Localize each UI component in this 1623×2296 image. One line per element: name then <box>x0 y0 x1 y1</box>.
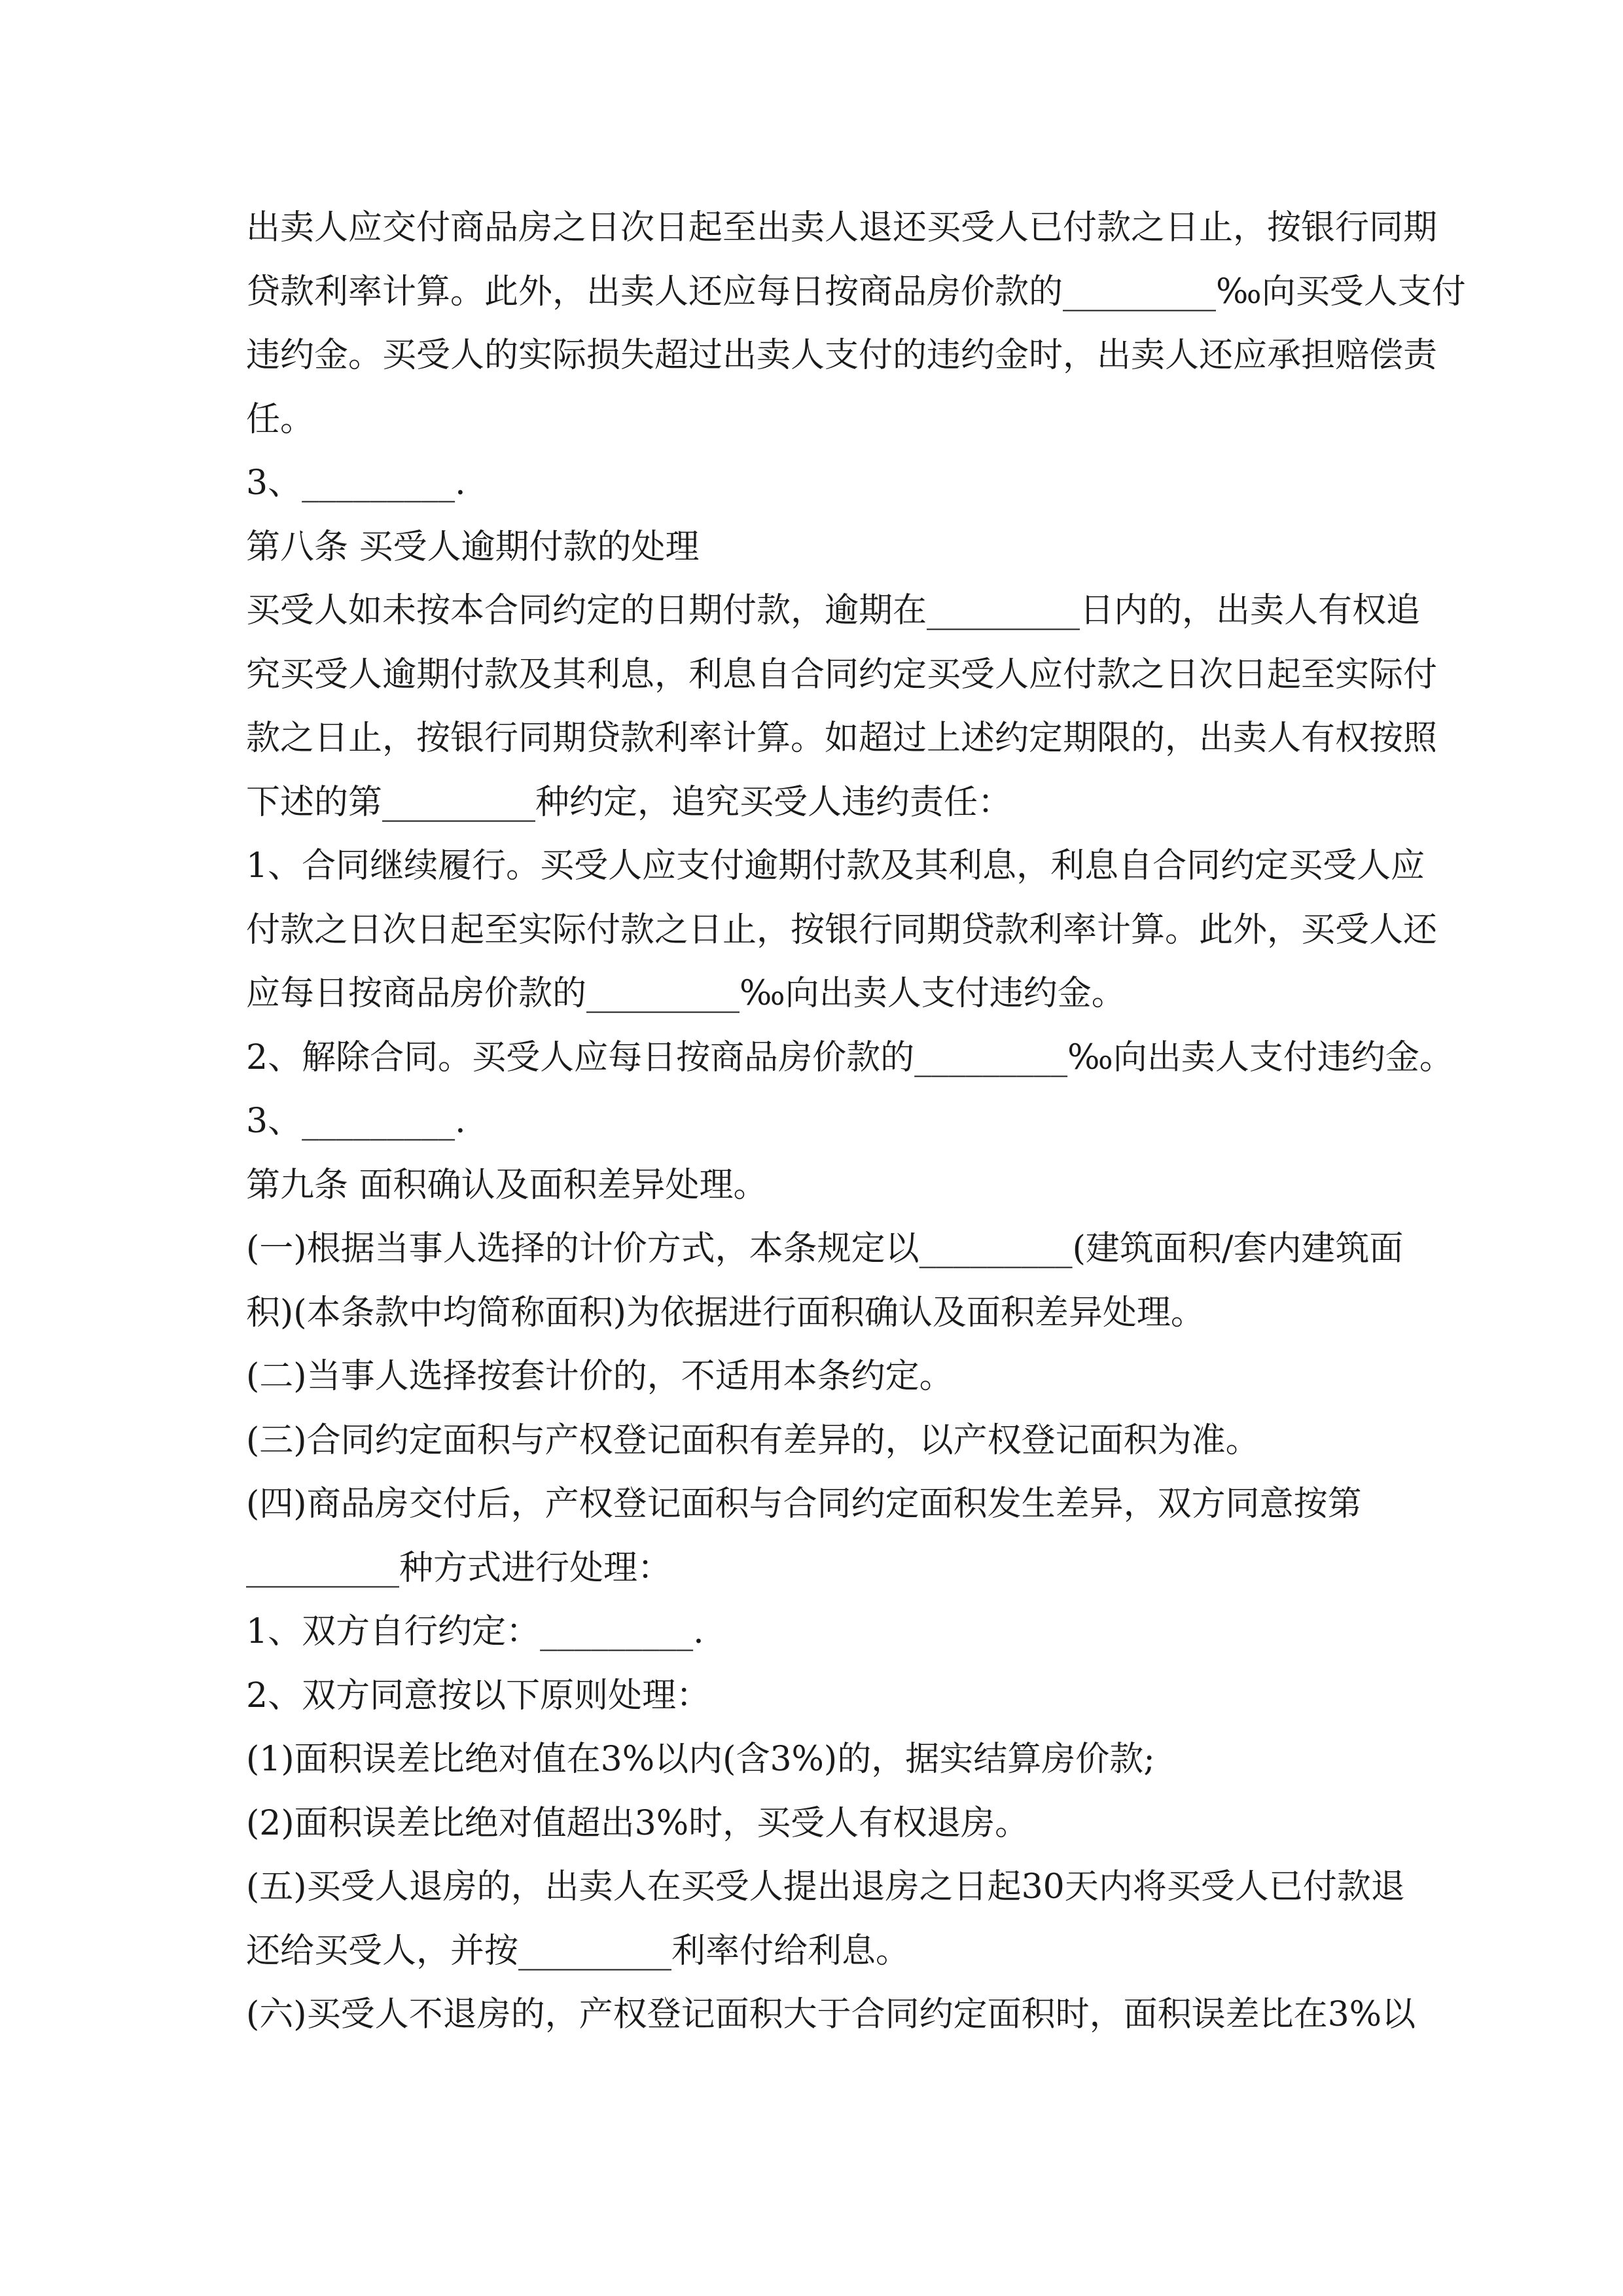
text-line: 买受人如未按本合同约定的日期付款，逾期在_________日内的，出卖人有权追 <box>246 591 1421 630</box>
text-line: 付款之日次日起至实际付款之日止，按银行同期贷款利率计算。此外，买受人还 <box>246 910 1438 950</box>
text-line: 还给买受人，并按_________利率付给利息。 <box>246 1931 910 1971</box>
text-line: 究买受人逾期付款及其利息，利息自合同约定买受人应付款之日次日起至实际付 <box>246 655 1438 694</box>
article-heading-9: 第九条 面积确认及面积差异处理。 <box>246 1165 768 1205</box>
text-line: (二)当事人选择按套计价的，不适用本条约定。 <box>246 1357 954 1396</box>
text-line: (六)买受人不退房的，产权登记面积大于合同约定面积时，面积误差比在3%以 <box>246 1995 1416 2034</box>
text-line: 款之日止，按银行同期贷款利率计算。如超过上述约定期限的，出卖人有权按照 <box>246 719 1438 758</box>
contract-text <box>246 196 1466 2047</box>
text-line: 出卖人应交付商品房之日次日起至出卖人退还买受人已付款之日止，按银行同期 <box>246 208 1438 247</box>
text-line: 3、_________. <box>246 1102 466 1141</box>
text-line: 违约金。买受人的实际损失超过出卖人支付的违约金时，出卖人还应承担赔偿责 <box>246 336 1438 375</box>
text-line: _________种方式进行处理： <box>246 1548 672 1588</box>
text-line: (一)根据当事人选择的计价方式，本条规定以_________(建筑面积/套内建筑面 <box>246 1229 1404 1268</box>
article-heading-8: 第八条 买受人逾期付款的处理 <box>246 527 700 567</box>
text-line: 积)(本条款中均简称面积)为依据进行面积确认及面积差异处理。 <box>246 1293 1205 1333</box>
text-line: 2、双方同意按以下原则处理： <box>246 1676 711 1715</box>
text-line: (2)面积误差比绝对值超出3%时，买受人有权退房。 <box>246 1803 1029 1843</box>
text-line: 下述的第_________种约定，追究买受人违约责任： <box>246 782 1012 822</box>
text-line: 贷款利率计算。此外，出卖人还应每日按商品房价款的_________‰向买受人支付 <box>246 272 1466 312</box>
text-line: 1、双方自行约定：_________. <box>246 1612 704 1651</box>
text-line: 3、_________. <box>246 463 466 503</box>
text-line: 2、解除合同。买受人应每日按商品房价款的_________‰向出卖人支付违约金。 <box>246 1037 1454 1077</box>
text-line: (四)商品房交付后，产权登记面积与合同约定面积发生差异，双方同意按第 <box>246 1484 1362 1524</box>
text-line: 应每日按商品房价款的_________‰向出卖人支付违约金。 <box>246 974 1126 1013</box>
text-line: 1、合同继续履行。买受人应支付逾期付款及其利息，利息自合同约定买受人应 <box>246 846 1425 886</box>
text-line: (三)合同约定面积与产权登记面积有差异的，以产权登记面积为准。 <box>246 1420 1260 1460</box>
text-line: (1)面积误差比绝对值在3%以内(含3%)的，据实结算房价款; <box>246 1740 1155 1779</box>
text-line: 任。 <box>246 399 315 439</box>
text-line: (五)买受人退房的，出卖人在买受人提出退房之日起30天内将买受人已付款退 <box>246 1867 1405 1907</box>
